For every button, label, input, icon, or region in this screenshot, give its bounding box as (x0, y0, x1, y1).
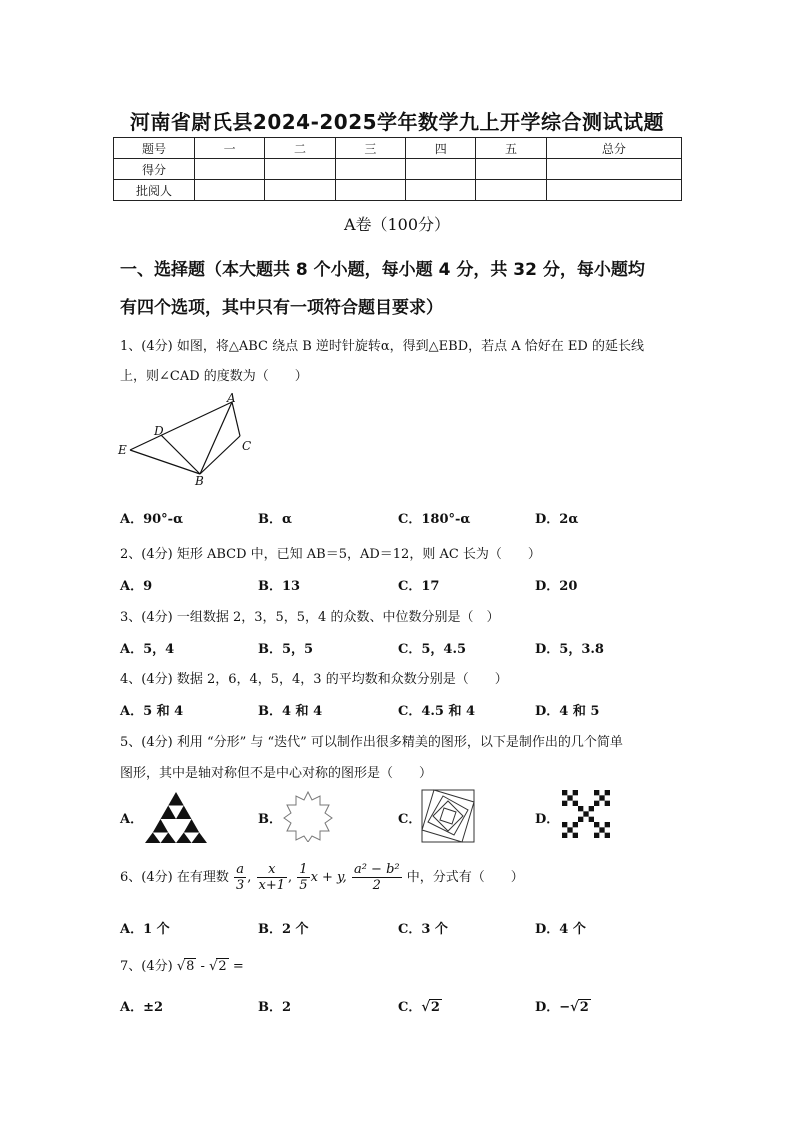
q5-stem-line2: 图形，其中是轴对称但不是中心对称的图形是（ ） (120, 766, 433, 781)
x-fractal-cell (594, 790, 599, 795)
q1-option-c[interactable]: C．180°-α (398, 512, 471, 527)
x-fractal-cell (599, 795, 604, 800)
q6-option-b[interactable]: B．2 个 (258, 922, 309, 937)
fraction-4-den: 2 (372, 878, 381, 893)
fraction-2-num: x (257, 862, 288, 878)
radicand-2: 2 (218, 959, 227, 974)
part1-heading-line2: 有四个选项，其中只有一项符合题目要求） (120, 298, 443, 318)
score-table (113, 137, 682, 201)
fraction-4-num: a² − b² (353, 862, 400, 877)
x-fractal-cell (605, 833, 610, 838)
point-label-b: B (195, 474, 204, 488)
score-table-header-cell: 二 (265, 138, 335, 159)
score-cell[interactable] (546, 159, 681, 180)
x-fractal-cell (594, 822, 599, 827)
x-fractal-cell (605, 790, 610, 795)
q2-option-c[interactable]: C．17 (398, 579, 440, 594)
line-ea (130, 402, 232, 450)
grader-cell[interactable] (335, 180, 405, 201)
q6-stem: 6、(4分) 在有理数 $\frac{a}{3}$ , $\frac{x}{x+1}$ , $\frac{1}{5}$ x + y, $\frac{\text{a² − b²}}{2}$ 中，分式有（ ） (120, 862, 524, 893)
q6-stem-suffix: 中，分式有（ ） (406, 870, 524, 885)
minus-sign: - (200, 959, 205, 974)
x-fractal-cell (562, 822, 567, 827)
q6-option-a[interactable]: A．1 个 (120, 922, 170, 937)
q6-term: x + y, (310, 870, 347, 885)
grader-cell[interactable] (265, 180, 335, 201)
fraction-1-num: a (234, 862, 246, 878)
q7-option-d[interactable] (535, 996, 591, 1015)
nested-squares-icon[interactable] (420, 788, 476, 844)
x-fractal-cell (573, 833, 578, 838)
page-title: 河南省尉氏县2024-2025学年数学九上开学综合测试试题 (129, 110, 665, 134)
grader-row (114, 180, 682, 201)
q4-stem: 4、(4分) 数据 2，6，4，5，4，3 的平均数和众数分别是（ ） (120, 672, 508, 687)
q7-option-b[interactable]: B．2 (258, 1000, 292, 1015)
grader-row-label: 批阅人 (114, 180, 195, 201)
q5-stem-line1: 5、(4分) 利用 “分形” 与 “迭代” 可以制作出很多精美的图形，以下是制作出的几个简单 (120, 735, 623, 750)
q5-option-c[interactable]: C． (398, 812, 422, 827)
fraction-3-den: 5 (299, 878, 308, 893)
x-fractal-cell (567, 827, 572, 832)
q6-option-d[interactable]: D．4 个 (535, 922, 586, 937)
sqrt-sign-icon: √ (421, 1000, 430, 1015)
q7-option-c-radicand: 2 (430, 1000, 440, 1015)
koch-snowflake-icon[interactable] (282, 790, 334, 842)
q1-option-a[interactable]: A．90°-α (120, 512, 184, 527)
q7-option-c[interactable] (398, 996, 442, 1015)
grader-cell[interactable] (195, 180, 265, 201)
fraction-2-den: x+1 (258, 878, 286, 893)
fraction-4 (352, 862, 402, 893)
q7-stem-label: 7、(4分) (120, 959, 173, 974)
line-ab (200, 402, 232, 474)
q3-option-c[interactable]: C．5，4.5 (398, 642, 467, 657)
x-fractal-cell (578, 806, 583, 811)
q7-stem (120, 955, 680, 974)
q1-rotation-figure (112, 388, 262, 490)
score-table-header-cell: 三 (335, 138, 405, 159)
x-fractal-cell (578, 817, 583, 822)
x-fractal-cell (589, 806, 594, 811)
fraction-1-den: 3 (235, 878, 245, 893)
score-cell[interactable] (335, 159, 405, 180)
x-fractal-cell (567, 795, 572, 800)
sqrt-sign-icon: √ (209, 959, 218, 974)
grader-cell[interactable] (476, 180, 546, 201)
point-label-a: A (227, 391, 236, 405)
x-fractal-cell (599, 827, 604, 832)
x-fractal-cell (562, 833, 567, 838)
sqrt-sign-icon: √ (176, 959, 186, 974)
score-cell[interactable] (406, 159, 476, 180)
q2-option-b[interactable]: B．13 (258, 579, 301, 594)
q1-stem-line2: 上，则∠CAD 的度数为（ ） (120, 369, 308, 384)
score-table-header-row (114, 138, 682, 159)
point-label-e: E (118, 443, 127, 457)
score-table-header-cell: 五 (476, 138, 546, 159)
x-fractal-cell (583, 811, 588, 816)
sierpinski-triangle-icon[interactable] (145, 790, 207, 844)
q4-option-d[interactable]: D．4 和 5 (535, 704, 600, 719)
q2-option-d[interactable]: D．20 (535, 579, 578, 594)
score-cell[interactable] (195, 159, 265, 180)
equals-sign: = (232, 959, 244, 974)
x-fractal-cell (605, 822, 610, 827)
score-table-header-cell: 总分 (546, 138, 681, 159)
q7-option-d-label: D．− (535, 1000, 571, 1015)
q4-option-a[interactable]: A．5 和 4 (120, 704, 184, 719)
score-table-header-cell: 四 (406, 138, 476, 159)
grader-cell[interactable] (546, 180, 681, 201)
point-label-c: C (242, 439, 252, 453)
q5-option-a[interactable]: A． (120, 812, 144, 827)
score-row-label: 得分 (114, 159, 195, 180)
q7-option-c-label: C． (398, 1000, 422, 1015)
q1-stem-line1: 1、(4分) 如图，将△ABC 绕点 B 逆时针旋转α，得到△EBD，若点 A 恰好在 ED 的延长线 (120, 339, 644, 354)
line-cb (200, 436, 240, 474)
q6-stem-prefix: 6、(4分) 在有理数 (120, 870, 229, 885)
q2-stem: 2、(4分) 矩形 ABCD 中，已知 AB＝5，AD＝12，则 AC 长为（ ） (120, 547, 541, 562)
fraction-2 (257, 862, 288, 893)
q7-option-a[interactable]: A．±2 (120, 1000, 164, 1015)
x-fractal-cell (573, 790, 578, 795)
x-fractal-cell (573, 801, 578, 806)
fraction-3 (297, 862, 309, 893)
x-fractal-cell (605, 801, 610, 806)
q3-option-b[interactable]: B．5，5 (258, 642, 314, 657)
score-cell[interactable] (476, 159, 546, 180)
fraction-1 (234, 862, 246, 893)
q1-option-d[interactable]: D．2α (535, 512, 579, 527)
score-table-header-cell: 一 (195, 138, 265, 159)
grader-cell[interactable] (406, 180, 476, 201)
q5-option-d[interactable]: D． (535, 812, 560, 827)
score-row (114, 159, 682, 180)
x-fractal-cell (562, 801, 567, 806)
section-a-heading: A卷（100分） (343, 215, 451, 234)
point-label-d: D (154, 424, 164, 438)
q4-option-b[interactable]: B．4 和 4 (258, 704, 323, 719)
q7-option-d-radicand: 2 (579, 1000, 589, 1015)
x-fractal-cell (562, 790, 567, 795)
x-fractal-icon[interactable] (562, 790, 610, 838)
x-fractal-cell (594, 801, 599, 806)
x-fractal-cell (589, 817, 594, 822)
q3-option-d[interactable]: D．5，3.8 (535, 642, 604, 657)
q1-option-b[interactable]: B．α (258, 512, 292, 527)
q4-option-c[interactable]: C．4.5 和 4 (398, 704, 476, 719)
sqrt-sign-icon: √ (570, 1000, 579, 1015)
line-ac (232, 402, 240, 436)
q5-option-b[interactable]: B． (258, 812, 282, 827)
score-table-header-cell: 题号 (114, 138, 195, 159)
radicand-1: 8 (186, 959, 195, 974)
q2-option-a[interactable]: A．9 (120, 579, 153, 594)
score-cell[interactable] (265, 159, 335, 180)
fraction-3-num: 1 (299, 862, 308, 877)
q6-option-c[interactable]: C．3 个 (398, 922, 448, 937)
q3-stem: 3、(4分) 一组数据 2，3，5，5，4 的众数、中位数分别是（ ） (120, 610, 500, 625)
line-eb (130, 450, 200, 474)
part1-heading-line1: 一、选择题（本大题共 8 个小题，每小题 4 分，共 32 分，每小题均 (120, 260, 645, 280)
line-db (161, 435, 200, 474)
q3-option-a[interactable]: A．5，4 (120, 642, 175, 657)
x-fractal-cell (594, 833, 599, 838)
x-fractal-cell (573, 822, 578, 827)
